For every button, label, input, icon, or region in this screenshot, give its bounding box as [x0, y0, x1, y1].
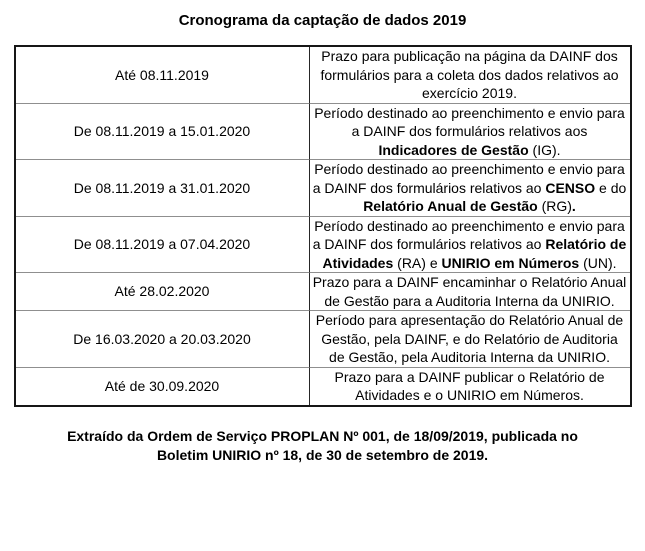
- description-bold-text: CENSO: [545, 179, 596, 196]
- description-cell: [310, 311, 630, 368]
- table-row: [16, 217, 630, 274]
- page-title: Cronograma da captação de dados 2019: [178, 12, 467, 29]
- document-page: [0, 12, 645, 551]
- description-cell: [310, 47, 630, 104]
- description-bold-text: UNIRIO em Números: [441, 254, 580, 271]
- description-bold-text: Relatório de Atividades: [322, 236, 627, 271]
- table-row: [16, 311, 630, 368]
- description-text: Período destinado ao preenchimento e envio para a DAINF dos formulários relativos ao: [312, 161, 625, 196]
- description-cell: [310, 368, 630, 405]
- period-cell: Até 08.11.2019: [16, 47, 310, 104]
- schedule-table-body: [16, 47, 630, 405]
- period-cell: Até 28.02.2020: [16, 273, 310, 311]
- description-cell: [310, 217, 630, 274]
- period-cell: De 16.03.2020 a 20.03.2020: [16, 311, 310, 368]
- description-text: (IG).: [528, 141, 561, 158]
- description-text: Prazo para publicação na página da DAINF dos formulários para a coleta dos dados relativos ao exercício 2019.: [320, 48, 619, 101]
- description-text: Período para apresentação do Relatório Anual de Gestão, pela DAINF, e do Relatório de Auditoria de Gestão, pela Auditoria Interna da UNIRIO.: [315, 312, 624, 365]
- table-row: [16, 47, 630, 104]
- description-text: (RA) e: [393, 254, 442, 271]
- description-cell: [310, 104, 630, 161]
- description-text: e do: [595, 179, 627, 196]
- source-note: Extraído da Ordem de Serviço PROPLAN Nº 001, de 18/09/2019, publicada no Boletim UNIRIO nº 18, de 30 de setembro de 2019.: [67, 427, 578, 463]
- period-cell: De 08.11.2019 a 31.01.2020: [16, 160, 310, 217]
- description-cell: [310, 160, 630, 217]
- description-bold-text: Relatório Anual de Gestão: [363, 198, 538, 214]
- description-text: Prazo para a DAINF encaminhar o Relatório Anual de Gestão para a Auditoria Interna da UNIRIO.: [312, 274, 627, 309]
- schedule-table: [14, 45, 632, 407]
- description-bold-text: Indicadores de Gestão: [378, 141, 529, 158]
- description-text: Prazo para a DAINF publicar o Relatório de Atividades e o UNIRIO em Números.: [334, 368, 605, 403]
- period-cell: De 08.11.2019 a 15.01.2020: [16, 104, 310, 161]
- table-row: [16, 160, 630, 217]
- description-cell: [310, 273, 630, 311]
- table-row: [16, 104, 630, 161]
- table-row: [16, 368, 630, 405]
- description-text: Período destinado ao preenchimento e envio para a DAINF dos formulários relativos aos: [314, 104, 625, 139]
- description-bold-text: .: [571, 198, 576, 214]
- description-text: (UN).: [579, 254, 617, 271]
- description-text: Período destinado ao preenchimento e envio para a DAINF dos formulários relativos ao: [312, 217, 625, 252]
- table-row: [16, 273, 630, 311]
- description-text: (RG): [537, 198, 572, 214]
- period-cell: De 08.11.2019 a 07.04.2020: [16, 217, 310, 274]
- period-cell: Até de 30.09.2020: [16, 368, 310, 405]
